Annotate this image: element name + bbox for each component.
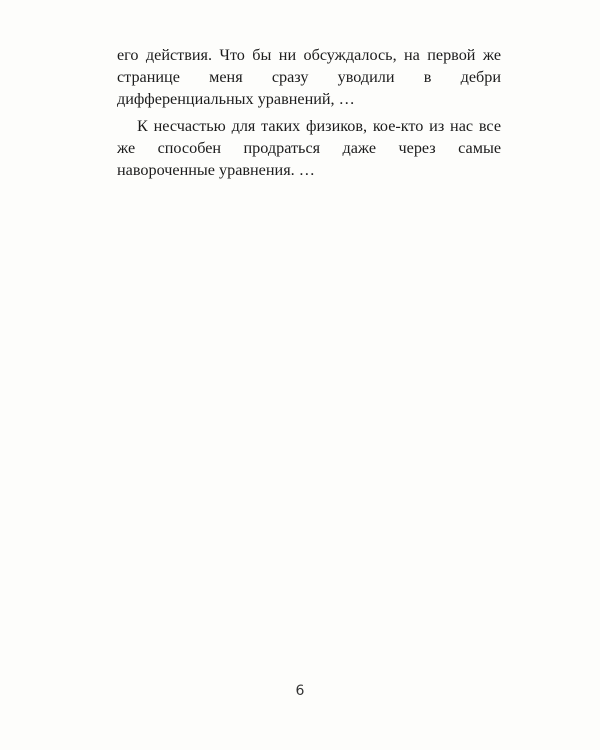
paragraph-1: его действия. Что бы ни обсуждалось, на первой же странице меня сразу уводили в дебри дифференциальных уравнений, … (117, 46, 501, 109)
paragraph-2: К несчастью для таких физиков, кое-кто из нас все же способен продраться даже через самые навороченные уравнения. … (117, 116, 501, 180)
page-number: 6 (295, 683, 305, 699)
body-text (117, 44, 501, 181)
